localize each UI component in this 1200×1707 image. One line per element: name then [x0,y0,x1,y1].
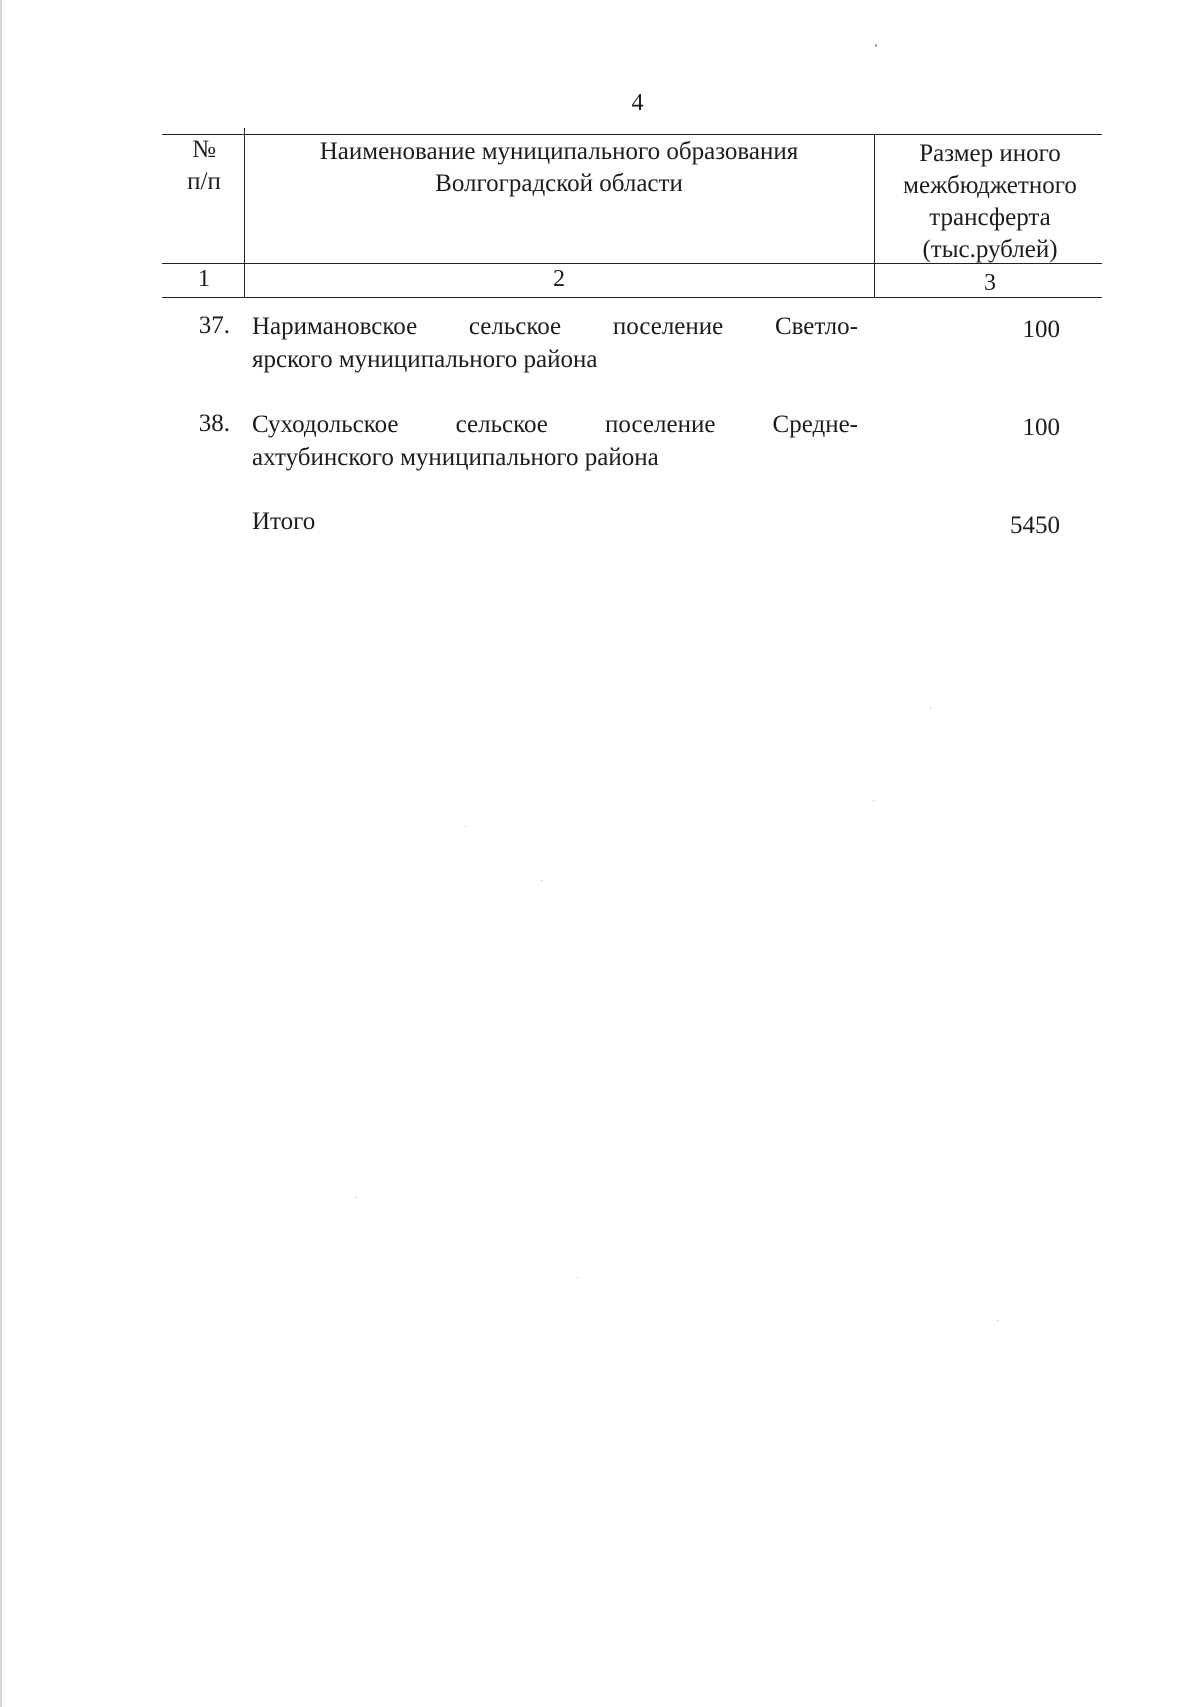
municipality-name [252,310,858,376]
column-numbers-bottom-border [162,297,1102,298]
scan-speck [997,1320,998,1321]
scan-speck [465,826,466,827]
column-divider-1 [244,128,245,297]
municipality-name-line1: Наримановское сельское поселение Светло- [252,313,858,340]
scan-speck [541,880,542,881]
scan-speck [577,1277,578,1278]
page-number: 4 [631,90,644,116]
column-divider-2 [874,134,875,297]
header-name-line2: Волгоградской области [435,170,683,197]
transfer-amount: 100 [1022,414,1060,441]
transfer-amount: 100 [1022,316,1060,343]
scan-speck [930,708,931,709]
column-number-2: 2 [553,266,565,292]
header-amount-line4: (тыс.рублей) [922,236,1058,263]
municipality-name [252,408,858,474]
column-number-1: 1 [198,266,210,292]
header-name [250,136,868,200]
header-amount-line2: межбюджетного [903,172,1077,199]
municipality-name-line1: Суходольское сельское поселение Средне- [252,411,858,438]
municipality-name-line2: ярского муниципального района [252,346,598,373]
scan-speck [875,44,877,47]
row-number: 37. [198,312,230,339]
row-number: 38. [198,410,230,437]
scan-edge [0,0,2,1707]
column-number-3: 3 [984,270,996,296]
scan-speck [873,800,874,801]
header-number [170,134,238,198]
header-amount-line1: Размер иного [919,140,1061,167]
table-top-border [162,134,1102,135]
header-number-abbr: п/п [187,168,221,195]
scan-speck [356,1197,357,1198]
total-label: Итого [252,508,316,535]
header-amount-line3: трансферта [929,204,1051,231]
header-amount [880,138,1100,266]
header-number-sign: № [192,136,216,163]
municipality-name-line2: ахтубинского муниципального района [252,444,659,471]
header-name-line1: Наименование муниципального образования [319,138,799,165]
total-amount: 5450 [1010,512,1060,539]
